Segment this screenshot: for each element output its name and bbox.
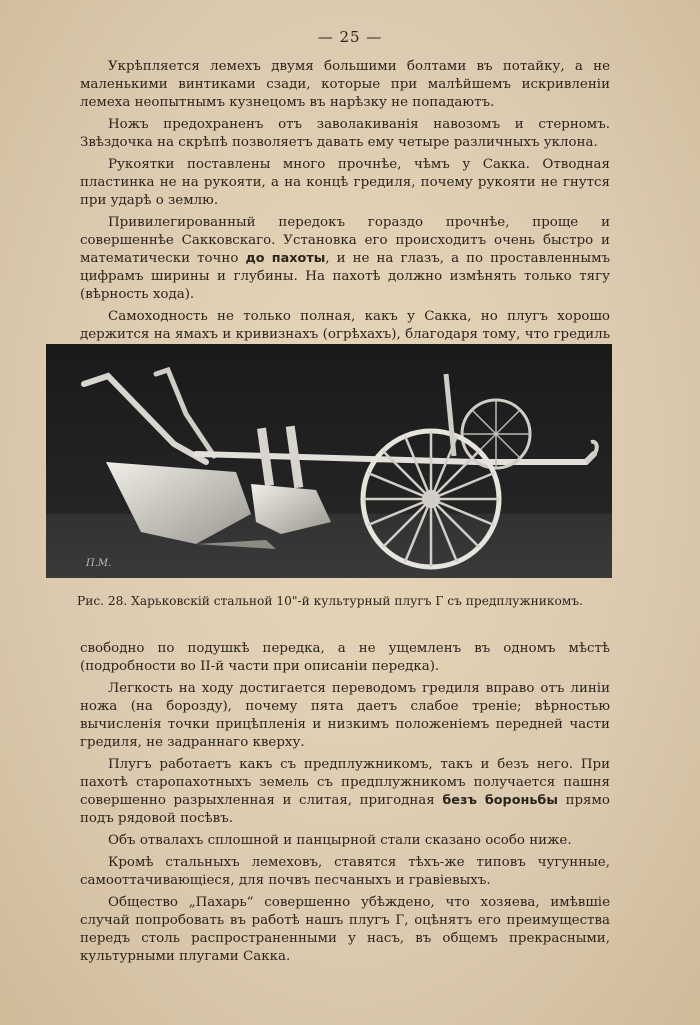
paragraph-text: Кромѣ стальныхъ лемеховъ, ставятся тѣхъ-же типовъ чугунные, самооттачивающiеся, для почвъ песчаныхъ и гравiевыхъ. — [80, 855, 610, 888]
paragraph-text: Объ отвалахъ сплошной и панцырной стали сказано особо ниже. — [108, 833, 572, 848]
paragraph-text: прямо подъ рядовой посѣвъ. — [80, 793, 610, 826]
paragraph — [80, 640, 610, 676]
page-number: — 25 — — [317, 28, 383, 46]
paragraph-text: Привилегированный передокъ гораздо прочнѣе, проще и совершеннѣе Сакковскаго. Установка его происходитъ очень быстро и математически точно — [80, 215, 610, 266]
text-block-top — [80, 58, 610, 366]
paragraph — [80, 116, 610, 152]
paragraph — [80, 156, 610, 210]
paragraph-text: , и не на глазъ, а по проставленнымъ цифрамъ ширины и глубины. На пахотѣ должно измѣнять только тягу (вѣрность хода). — [80, 251, 611, 302]
paragraph-text: Легкость на ходу достигается переводомъ гредиля вправо отъ линiи ножа (на борозду), почему пята даетъ слабое тренiе; вѣрностью вычисленiя точки прицѣпленiя и низкимъ положенiемъ передней части гредиля, не задраннаго кверху. — [80, 681, 610, 750]
emphasis-text: безъ бороньбы — [442, 793, 558, 808]
paragraph-text: Общество „Пахарь“ совершенно убѣждено, что хозяева, имѣвшiе случай попробовать въ работѣ нашъ плугъ Г, оцѣнятъ его преимущества передъ столь распространенными у насъ, въ общемъ прекрасными, культурными плугами Сакка. — [80, 895, 610, 964]
paragraph-text: свободно по подушкѣ передка, а не ущемленъ въ одномъ мѣстѣ (подробности во II-й части при описанiи передка). — [80, 641, 610, 674]
text-block-bottom — [80, 640, 610, 970]
plough-illustration — [46, 344, 612, 578]
paragraph — [80, 214, 610, 304]
paragraph — [80, 680, 610, 752]
paragraph — [80, 894, 610, 966]
paragraph — [80, 854, 610, 890]
figure-caption: Рис. 28. Харьковскiй стальной 10"-й культурный плугъ Г съ предплужникомъ. — [77, 594, 583, 608]
paragraph-text: Самоходность не только полная, какъ у Сакка, но плугъ хорошо держится на ямахъ и кривизнахъ (огрѣхахъ), благодаря тому, что гредиль — [80, 309, 610, 342]
paragraph-text: Плугъ работаетъ какъ съ предплужникомъ, такъ и безъ него. При пахотѣ старопахотныхъ земель съ предплужникомъ получается пашня совершенно разрыхленная и слитая, пригодная — [80, 757, 610, 808]
paragraph — [80, 832, 610, 850]
photo-signature: П.М. — [86, 558, 112, 569]
paragraph-text: Ножъ предохраненъ отъ заволакиванiя навозомъ и стерномъ. Звѣздочка на скрѣпѣ позволяетъ давать ему четыре различныхъ уклона. — [80, 117, 610, 150]
emphasis-text: до пахоты — [245, 251, 326, 266]
paragraph — [80, 756, 610, 828]
paragraph-text: Укрѣпляется лемехъ двумя большими болтами въ потайку, а не маленькими винтиками сзади, которые при малѣйшемъ искривленiи лемеха неопытнымъ кузнецомъ въ нарѣзку не попадаютъ. — [80, 59, 610, 110]
paragraph — [80, 58, 610, 112]
plough-photo — [46, 344, 612, 578]
paragraph-text: Рукоятки поставлены много прочнѣе, чѣмъ у Сакка. Отводная пластинка не на рукояти, а на концѣ гредиля, почему рукояти не гнутся при ударѣ о землю. — [80, 157, 610, 208]
